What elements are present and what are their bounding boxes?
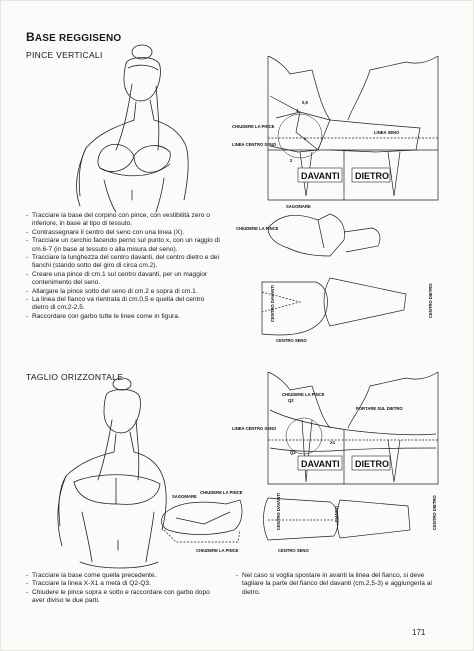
label-x: x bbox=[304, 136, 307, 141]
label-chiudere-la-pince-3: CHIUDERE LA PINCE bbox=[200, 490, 243, 495]
label-linea-centro-seno-2: LINEA CENTRO SENO bbox=[232, 426, 277, 431]
label-linea-centro-seno: LINEA CENTRO SENO bbox=[232, 142, 277, 147]
section2-step: - Tracciare la linea X-X1 a metà di Q2-Q3. bbox=[26, 580, 216, 588]
label-q3: Q3 bbox=[290, 450, 296, 455]
section1-step: - Allargare la pince sotto del seno di cm.2 e sopra di cm.1. bbox=[26, 288, 222, 296]
label-linea-seno: LINEA SENO bbox=[374, 130, 400, 135]
label-measure-2: 2 bbox=[290, 158, 293, 163]
label-centro-dietro: CENTRO DIETRO bbox=[428, 283, 433, 318]
label-fianco: FIANCO bbox=[334, 505, 339, 522]
label-chiudere-la-pince-cup: CHIUDERE LA PINCE bbox=[236, 226, 279, 231]
label-measure-0-5: 0,5 bbox=[302, 100, 308, 105]
section1-step: - La linea del fianco va rientrata di cm.0,5 e quella del centro dietro di cm.2-2,5. bbox=[26, 296, 222, 313]
page-subtitle: PINCE VERTICALI bbox=[26, 50, 103, 60]
label-x1: X1 bbox=[330, 440, 336, 445]
label-centro-dietro-2: CENTRO DIETRO bbox=[432, 495, 437, 530]
page-title-rest: ASE REGGISENO bbox=[34, 33, 122, 44]
page-title-initial: B bbox=[26, 30, 35, 44]
section2-title: TAGLIO ORIZZONTALE bbox=[26, 372, 124, 382]
section2-step: - Chiudere le pince sopra e sotto e raccordare con garbo dopo aver diviso le due parti. bbox=[26, 589, 216, 606]
label-portare-sul-dietro: PORTARE SUL DIETRO bbox=[356, 406, 403, 411]
label-chiudere-la-pince: CHIUDERE LA PINCE bbox=[232, 124, 275, 129]
page-number: 171 bbox=[412, 628, 426, 637]
label-dietro-2: DIETRO bbox=[355, 459, 390, 469]
section1-step: - Contrassegnare il centro del seno con una linea (X). bbox=[26, 229, 222, 237]
section1-step: - Raccordare con garbo tutte le linee come in figura. bbox=[26, 313, 222, 321]
section1-step: - Tracciare un cerchio facendo perno sul punto x, con un raggio di cm.6-7 (in base al tessuto o alla misura del seno). bbox=[26, 237, 222, 254]
label-centro-seno-2: CENTRO SENO bbox=[278, 548, 309, 553]
section1-step: - Tracciare la lunghezza del centro davanti, del centro dietro e dei fianchi (stando sotto del giro di circa cm.2). bbox=[26, 254, 222, 271]
section1-step: - Tracciare la base del corpino con pince, con vestibilità zero o inferiore, in base al tipo di tessuto. bbox=[26, 212, 222, 229]
section2-steps-list bbox=[26, 572, 216, 606]
label-davanti-2: DAVANTI bbox=[301, 459, 340, 469]
label-measure-1: 1 bbox=[296, 108, 299, 113]
label-chiudere-la-pince-4: CHIUDERE LA PINCE bbox=[196, 548, 239, 553]
label-centro-davanti: CENTRO DAVANTI bbox=[270, 285, 275, 322]
label-sagomare: SAGOMARE bbox=[286, 204, 311, 209]
section2-step: - Tracciare la base come quella precedente. bbox=[26, 572, 216, 580]
label-davanti: DAVANTI bbox=[301, 171, 340, 181]
section1-step: - Creare una pince di cm.1 sul centro davanti, per un maggior contenimento del seno. bbox=[26, 271, 222, 288]
label-q2: Q2 bbox=[288, 398, 294, 403]
label-chiudere-la-pince-2: CHIUDERE LA PINCE bbox=[282, 392, 325, 397]
label-centro-davanti-2: CENTRO DAVANTI bbox=[276, 493, 281, 530]
label-sagomare-2: SAGOMARE bbox=[172, 494, 197, 499]
section2-note bbox=[236, 572, 436, 597]
section2-note-item: - Nel caso si voglia spostare in avanti la linea del fianco, si deve tagliare la parte del fianco del davanti (cm.2,5-3) e aggiungerla al dietro. bbox=[236, 572, 436, 597]
label-centro-seno: CENTRO SENO bbox=[276, 338, 307, 343]
label-dietro: DIETRO bbox=[355, 171, 390, 181]
